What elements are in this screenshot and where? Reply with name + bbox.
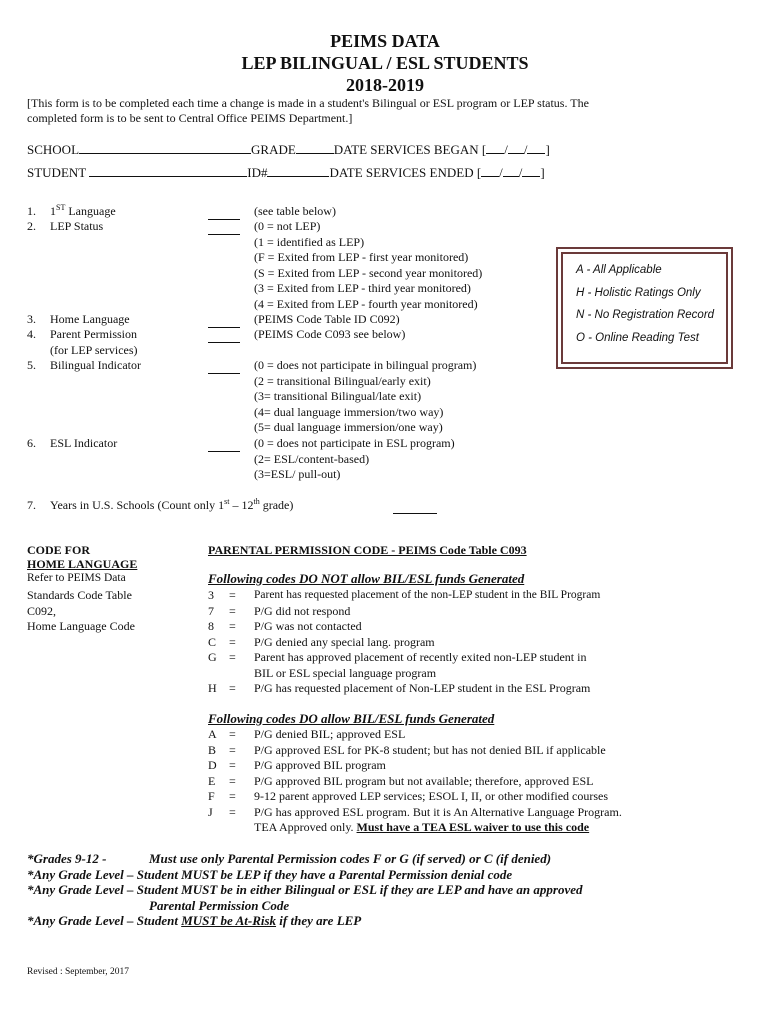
legend-holistic-ratings: H - Holistic Ratings Only [576,287,701,299]
not-allow-heading: Following codes DO NOT allow BIL/ESL funds Generated [208,571,525,586]
item-1-number: 1. [27,204,36,218]
item-3-label: Home Language [50,312,130,326]
legend-online-reading: O - Online Reading Test [576,332,699,344]
code-row: A = P/G denied BIL; approved ESL [208,727,406,741]
bilingual-option: (2 = transitional Bilingual/early exit) [254,373,431,388]
bilingual-option: (5= dual language immersion/one way) [254,420,443,434]
item-5-input[interactable] [208,363,240,374]
note-lep-denial: *Any Grade Level – Student MUST be LEP if they have a Parental Permission denial code [27,867,513,882]
item-6-label: ESL Indicator [50,436,118,450]
item-7-label: Years in U.S. Schools (Count only 1st – 12th grade) [50,497,294,512]
item-6-number: 6. [27,436,36,450]
bilingual-options [254,358,476,436]
esl-option: (0 = does not participate in ESL program) [254,436,455,450]
school-label: SCHOOL [27,142,80,157]
code-row: 8 = P/G was not contacted [208,619,362,633]
date-ended-day[interactable] [503,166,519,177]
code-row: B = P/G approved ESL for PK-8 student; but has not denied BIL if applicable [208,742,606,757]
allow-heading: Following codes DO allow BIL/ESL funds Generated [208,711,495,726]
note-bilingual-esl-cont: Parental Permission Code [149,898,290,913]
code-row: H = P/G has requested placement of Non-LEP student in the ESL Program [208,681,591,695]
lep-option: (S = Exited from LEP - second year monitored) [254,265,483,280]
form-title-2: LEP BILINGUAL / ESL STUDENTS [241,53,529,73]
esl-option: (2= ESL/content-based) [254,451,370,466]
revised-date: Revised : September, 2017 [27,967,129,977]
lep-status-options [254,219,482,312]
legend-all-applicable: A - All Applicable [576,264,662,276]
home-language-heading: HOME LANGUAGE [27,557,138,571]
intro-line-2: completed form is to be sent to Central Office PEIMS Department.] [27,111,353,125]
code-row: G = Parent has approved placement of recently exited non-LEP student in [208,650,587,664]
home-code-ref-1: Refer to PEIMS Data [27,572,126,584]
item-3-number: 3. [27,312,36,326]
home-code-heading: CODE FOR [27,543,90,557]
code-row: F = 9-12 parent approved LEP services; ESOL I, II, or other modified courses [208,789,609,803]
intro-line-1: [This form is to be completed each time a change is made in a student's Bilingual or ESL program or LEP status. The [27,96,589,110]
item-5-label: Bilingual Indicator [50,358,141,372]
code-row: J = P/G has approved ESL program. But it is An Alternative Language Program. [208,804,622,819]
esl-options [254,436,455,483]
item-3-note: (PEIMS Code Table ID C092) [254,312,400,326]
esl-option: (3=ESL/ pull-out) [254,467,341,481]
assessment-legend-box [556,247,733,369]
item-4-label: Parent Permission [50,327,137,341]
item-6-input[interactable] [208,441,240,452]
date-ended-label: DATE SERVICES ENDED [ [329,165,482,180]
grade-label: GRADE [251,142,296,157]
id-label: ID# [247,165,268,180]
code-row: C = P/G denied any special lang. program [208,634,435,649]
bilingual-option: (4= dual language immersion/two way) [254,404,444,419]
date-began-year[interactable] [527,143,545,154]
note-grades-9-12: *Grades 9-12 - Must use only Parental Permission codes F or G (if served) or C (if denied) [27,851,552,866]
item-3-input[interactable] [208,317,240,328]
lep-option: (3 = Exited from LEP - third year monitored) [254,281,471,295]
bilingual-option: (0 = does not participate in bilingual program) [254,358,477,372]
item-5-number: 5. [27,358,36,372]
date-ended-month[interactable] [481,166,499,177]
lep-option: (0 = not LEP) [254,219,321,233]
code-row: BIL or ESL special language program [254,665,437,680]
grade-input[interactable] [296,143,334,154]
lep-option: (1 = identified as LEP) [254,234,365,249]
item-4-input[interactable] [208,332,240,343]
bilingual-option: (3= transitional Bilingual/late exit) [254,389,422,403]
item-1-note: (see table below) [254,204,336,218]
item-2-input[interactable] [208,224,240,235]
allow-codes [208,727,728,836]
student-row: STUDENT ID# DATE SERVICES ENDED [ / / ] [27,165,545,180]
item-4-note: (PEIMS Code C093 see below) [254,327,406,341]
tea-waiver-note: Must have a TEA ESL waiver to use this code [356,820,590,834]
home-code-ref-3: C092, [27,604,57,618]
item-1-label: 1ST Language [50,203,116,218]
parental-permission-heading: PARENTAL PERMISSION CODE - PEIMS Code Table C093 [208,543,527,557]
item-1-input[interactable] [208,209,240,220]
item-4-label-2: (for LEP services) [50,343,138,357]
note-bilingual-esl: *Any Grade Level – Student MUST be in either Bilingual or ESL if they are LEP and have an approved [27,882,583,897]
school-input[interactable] [79,143,251,154]
code-row: TEA Approved only. Must have a TEA ESL waiver to use this code [254,820,590,834]
date-began-month[interactable] [486,143,504,154]
code-row: E = P/G approved BIL program but not available; therefore, approved ESL [208,773,594,788]
student-label: STUDENT [27,165,86,180]
not-allow-codes [208,588,728,697]
code-row: D = P/G approved BIL program [208,758,386,772]
lep-option: (F = Exited from LEP - first year monitored) [254,250,469,264]
id-input[interactable] [267,166,329,177]
student-input[interactable] [89,166,247,177]
home-code-ref-2: Standards Code Table [27,588,132,602]
school-row: SCHOOL GRADE DATE SERVICES BEGAN [ / / ] [27,142,550,157]
item-2-number: 2. [27,219,36,233]
item-7-input[interactable] [393,503,437,514]
note-at-risk: *Any Grade Level – Student MUST be At-Risk if they are LEP [27,913,362,928]
lep-option: (4 = Exited from LEP - fourth year monitored) [254,296,478,311]
item-2-label: LEP Status [50,219,104,233]
home-code-ref-4: Home Language Code [27,619,135,633]
date-began-day[interactable] [508,143,524,154]
item-7-number: 7. [27,498,36,512]
date-ended-year[interactable] [522,166,540,177]
code-row: 7 = P/G did not respond [208,603,351,618]
item-4-number: 4. [27,327,36,341]
form-title-year: 2018-2019 [346,75,424,95]
date-began-label: DATE SERVICES BEGAN [ [333,142,487,157]
code-row: 3 = Parent has requested placement of the non-LEP student in the BIL Program [208,588,601,602]
form-title-1: PEIMS DATA [330,31,440,51]
legend-no-registration: N - No Registration Record [576,309,715,321]
